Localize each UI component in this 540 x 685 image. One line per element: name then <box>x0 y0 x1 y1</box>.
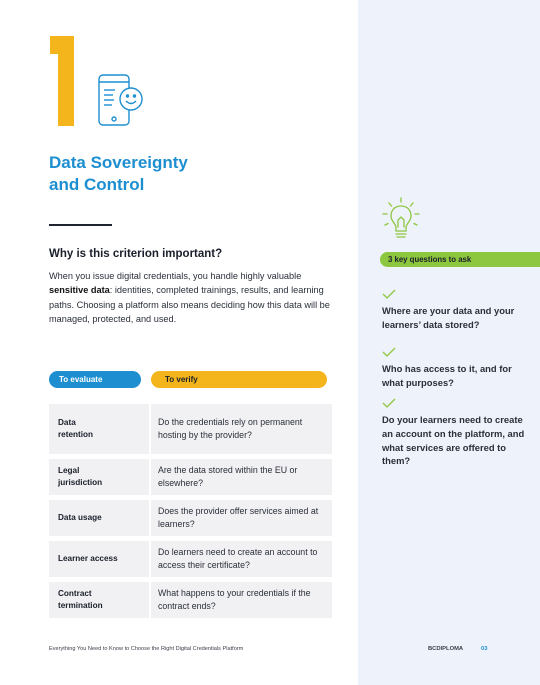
sensitive-data-emphasis: sensitive data <box>49 285 110 296</box>
section-title: Data Sovereignty and Control <box>49 153 188 194</box>
side-panel <box>358 0 540 685</box>
table-row <box>49 404 332 454</box>
criterion-cell: Data usage <box>49 500 149 536</box>
criterion-cell: Data retention <box>49 404 149 454</box>
checkmark-icon <box>382 347 396 357</box>
why-text: When you issue digital credentials, you handle highly valuable sensitive data: identities, completed trainings, results, and learning paths. Choosing a platform also means deciding how this data will be managed, protected, and used. <box>49 271 330 325</box>
column-header-verify: To verify <box>151 371 327 388</box>
title-divider <box>49 224 112 226</box>
key-question: Where are your data and your learners’ data stored? <box>382 305 515 330</box>
column-header-evaluate: To evaluate <box>49 371 141 388</box>
footer-brand: BCDIPLOMA <box>428 646 464 652</box>
phone-smiley-icon <box>97 73 145 127</box>
key-question: Do your learners need to create an account on the platform, and what services are offered to them? <box>382 414 525 467</box>
question-cell: Do the credentials rely on permanent hosting by the provider? <box>151 404 332 454</box>
table-row <box>49 541 332 577</box>
criterion-cell: Learner access <box>49 541 149 577</box>
question-cell: What happens to your credentials if the contract ends? <box>151 582 332 618</box>
checkmark-icon <box>382 398 396 408</box>
question-cell: Does the provider offer services aimed at learners? <box>151 500 332 536</box>
question-cell: Do learners need to create an account to access their certificate? <box>151 541 332 577</box>
key-questions-label: 3 key questions to ask <box>380 252 540 267</box>
table-row <box>49 459 332 495</box>
question-cell: Are the data stored within the EU or elsewhere? <box>151 459 332 495</box>
table-row <box>49 500 332 536</box>
why-heading: Why is this criterion important? <box>49 248 223 260</box>
lightbulb-icon <box>380 196 422 244</box>
criterion-cell: Contract termination <box>49 582 149 618</box>
table-row <box>49 582 332 618</box>
checkmark-icon <box>382 289 396 299</box>
footer-document-title: Everything You Need to Know to Choose the Right Digital Credentials Platform <box>49 646 244 652</box>
key-question: Who has access to it, and for what purposes? <box>382 363 512 388</box>
page-number: 03 <box>481 646 488 652</box>
criterion-cell: Legal jurisdiction <box>49 459 149 495</box>
section-number-graphic <box>47 36 77 126</box>
